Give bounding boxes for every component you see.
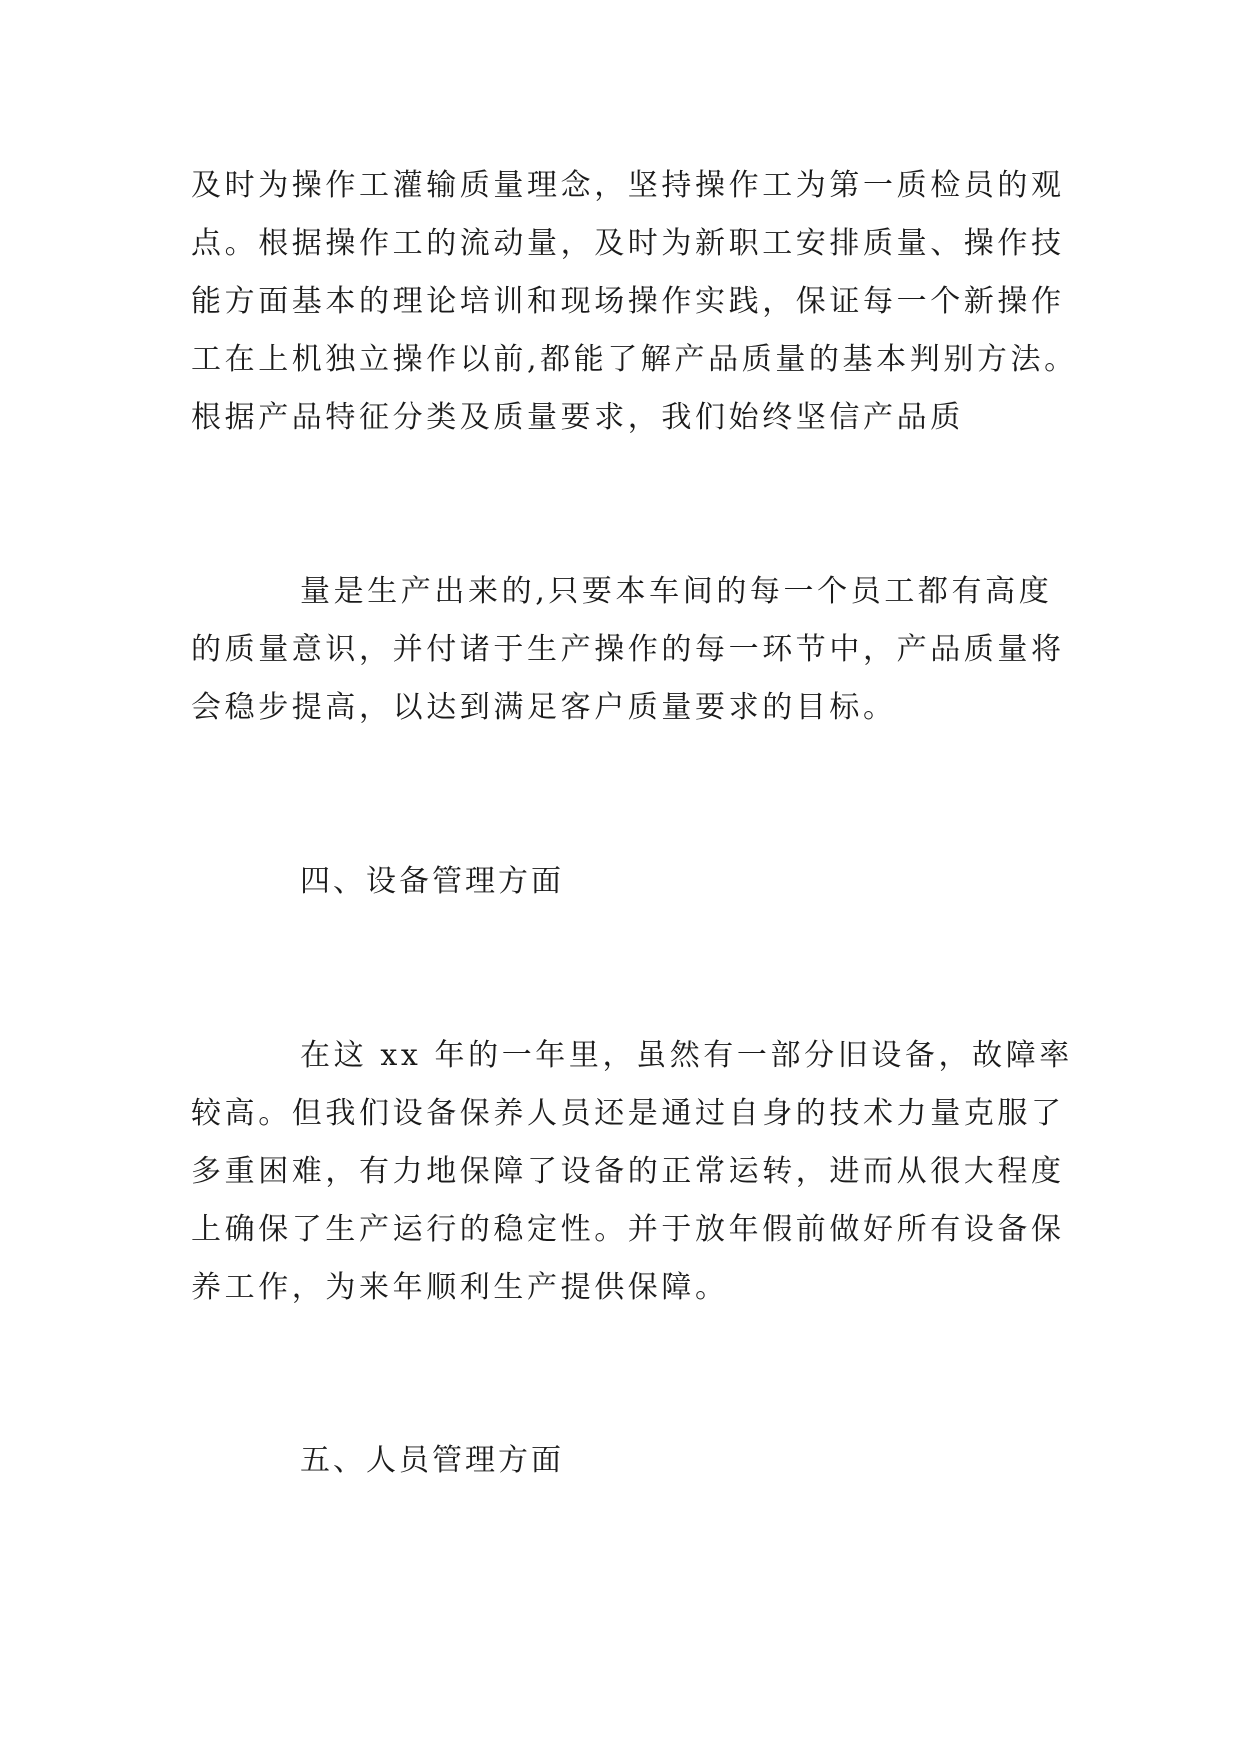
paragraph-line: 点。根据操作工的流动量，及时为新职工安排质量、操作技 [191, 226, 1065, 261]
paragraph-line: 在这 xx 年的一年里，虽然有一部分旧设备，故障率 [300, 1038, 1073, 1073]
paragraph-line: 工在上机独立操作以前,都能了解产品质量的基本判别方法。 [191, 342, 1078, 377]
paragraph-line: 的质量意识，并付诸于生产操作的每一环节中，产品质量将 [191, 632, 1065, 667]
paragraph-line: 养工作，为来年顺利生产提供保障。 [191, 1270, 729, 1305]
paragraph-line: 会稳步提高，以达到满足客户质量要求的目标。 [191, 690, 897, 725]
paragraph-line: 根据产品特征分类及质量要求，我们始终坚信产品质 [191, 400, 964, 435]
paragraph-line: 量是生产出来的,只要本车间的每一个员工都有高度 [300, 574, 1053, 609]
section-heading: 四、设备管理方面 [300, 864, 564, 899]
paragraph-line: 能方面基本的理论培训和现场操作实践，保证每一个新操作 [191, 284, 1065, 319]
section-heading: 五、人员管理方面 [300, 1443, 564, 1478]
paragraph-line: 及时为操作工灌输质量理念，坚持操作工为第一质检员的观 [191, 168, 1065, 203]
paragraph-line: 多重困难，有力地保障了设备的正常运转，进而从很大程度 [191, 1154, 1065, 1189]
paragraph-line: 上确保了生产运行的稳定性。并于放年假前做好所有设备保 [191, 1212, 1065, 1247]
paragraph-line: 较高。但我们设备保养人员还是通过自身的技术力量克服了 [191, 1096, 1065, 1131]
